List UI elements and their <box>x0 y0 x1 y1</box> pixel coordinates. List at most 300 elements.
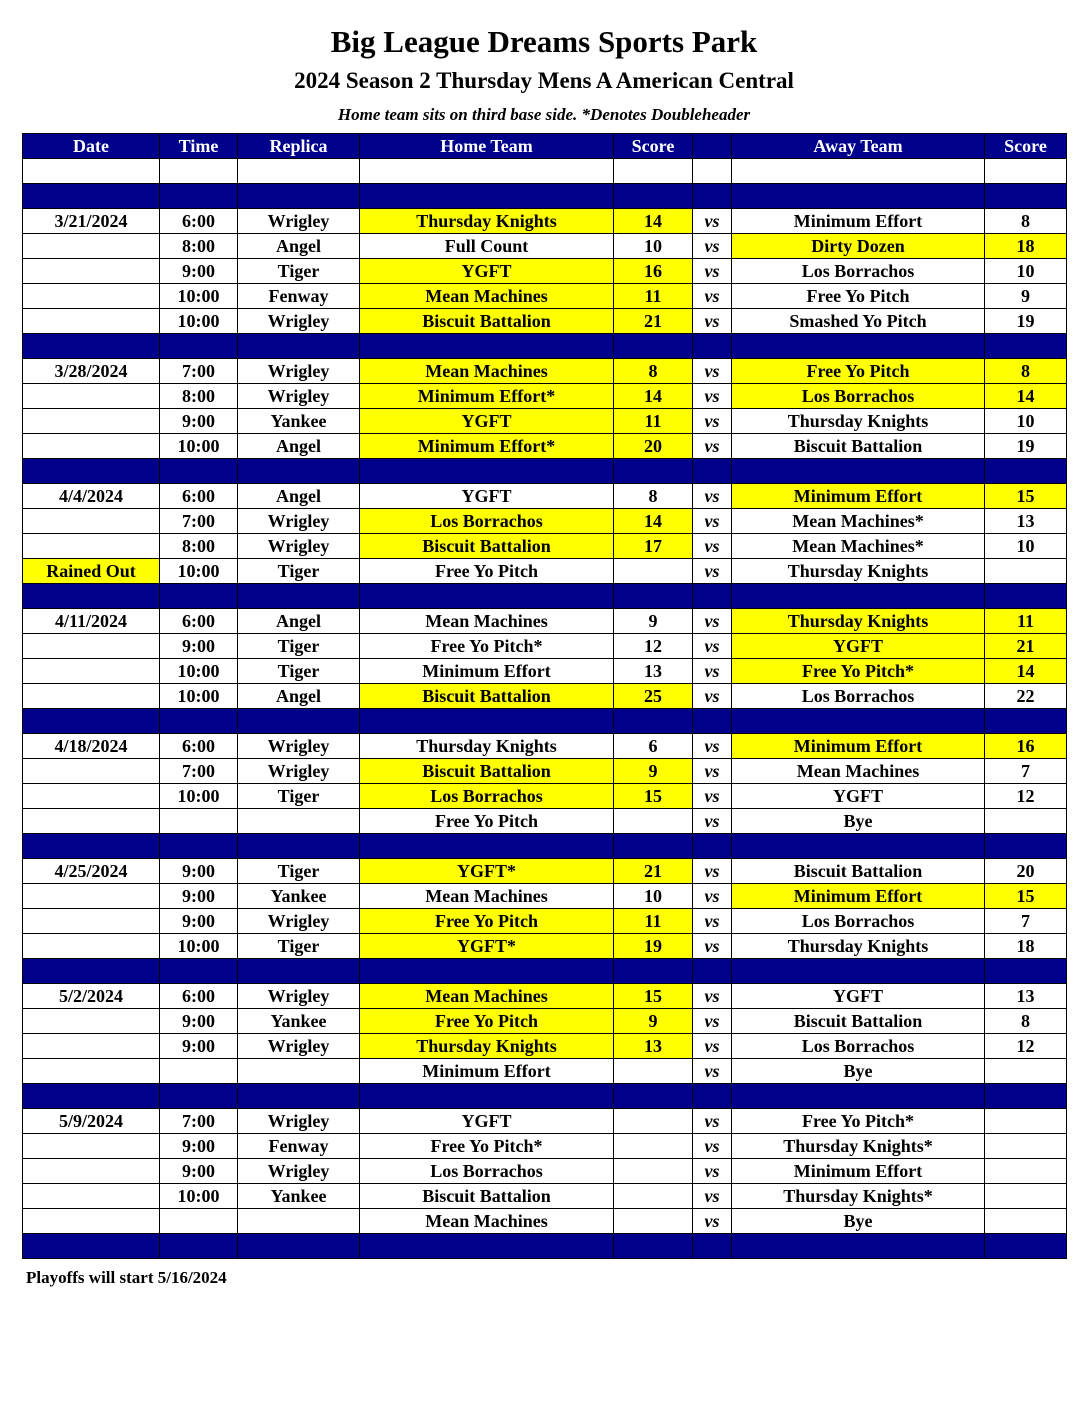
home-team-cell: Free Yo Pitch* <box>360 634 614 659</box>
vs-cell: vs <box>693 559 732 584</box>
date-cell <box>23 809 160 834</box>
home-team-cell: Free Yo Pitch <box>360 1009 614 1034</box>
home-score-cell: 8 <box>614 359 693 384</box>
empty-cell <box>23 159 160 184</box>
empty-cell <box>614 459 693 484</box>
date-cell <box>23 934 160 959</box>
game-row <box>23 809 1067 834</box>
empty-cell <box>693 159 732 184</box>
empty-cell <box>23 709 160 734</box>
header-vs <box>693 134 732 159</box>
empty-cell <box>732 1084 985 1109</box>
empty-cell <box>614 159 693 184</box>
date-cell <box>23 384 160 409</box>
replica-cell: Angel <box>238 234 360 259</box>
vs-cell: vs <box>693 1134 732 1159</box>
vs-cell: vs <box>693 609 732 634</box>
empty-cell <box>985 459 1067 484</box>
time-cell <box>160 1209 238 1234</box>
away-team-cell: Bye <box>732 1059 985 1084</box>
empty-cell <box>732 459 985 484</box>
home-score-cell: 11 <box>614 909 693 934</box>
replica-cell: Wrigley <box>238 309 360 334</box>
empty-cell <box>693 184 732 209</box>
away-score-cell: 11 <box>985 609 1067 634</box>
week-separator-row <box>23 184 1067 209</box>
home-team-cell: Thursday Knights <box>360 734 614 759</box>
empty-cell <box>614 709 693 734</box>
date-cell <box>23 234 160 259</box>
game-row <box>23 759 1067 784</box>
away-team-cell: Bye <box>732 1209 985 1234</box>
empty-cell <box>238 184 360 209</box>
empty-cell <box>160 709 238 734</box>
date-cell: 4/4/2024 <box>23 484 160 509</box>
home-team-cell: Biscuit Battalion <box>360 534 614 559</box>
away-score-cell: 13 <box>985 509 1067 534</box>
empty-cell <box>238 1084 360 1109</box>
home-team-cell: Los Borrachos <box>360 1159 614 1184</box>
empty-cell <box>23 834 160 859</box>
empty-cell <box>23 334 160 359</box>
vs-cell: vs <box>693 259 732 284</box>
replica-cell: Tiger <box>238 259 360 284</box>
time-cell: 9:00 <box>160 1009 238 1034</box>
home-team-cell: YGFT* <box>360 859 614 884</box>
empty-cell <box>732 584 985 609</box>
home-score-cell <box>614 809 693 834</box>
empty-cell <box>614 1084 693 1109</box>
empty-cell <box>238 959 360 984</box>
empty-cell <box>614 1234 693 1259</box>
away-team-cell: Minimum Effort <box>732 484 985 509</box>
away-team-cell: Thursday Knights* <box>732 1184 985 1209</box>
away-team-cell: YGFT <box>732 984 985 1009</box>
replica-cell: Wrigley <box>238 534 360 559</box>
vs-cell: vs <box>693 1009 732 1034</box>
away-score-cell: 19 <box>985 434 1067 459</box>
vs-cell: vs <box>693 434 732 459</box>
away-score-cell: 21 <box>985 634 1067 659</box>
vs-cell: vs <box>693 1034 732 1059</box>
away-score-cell <box>985 559 1067 584</box>
away-team-cell: Biscuit Battalion <box>732 1009 985 1034</box>
away-score-cell: 7 <box>985 759 1067 784</box>
game-row <box>23 1109 1067 1134</box>
vs-cell: vs <box>693 1109 732 1134</box>
time-cell: 6:00 <box>160 484 238 509</box>
away-team-cell: Thursday Knights* <box>732 1134 985 1159</box>
home-score-cell <box>614 1209 693 1234</box>
vs-cell: vs <box>693 1059 732 1084</box>
home-team-cell: Minimum Effort* <box>360 434 614 459</box>
header-away-score: Score <box>985 134 1067 159</box>
empty-cell <box>23 1234 160 1259</box>
home-score-cell: 21 <box>614 859 693 884</box>
empty-cell <box>160 584 238 609</box>
game-row <box>23 934 1067 959</box>
time-cell: 10:00 <box>160 784 238 809</box>
replica-cell: Wrigley <box>238 209 360 234</box>
game-row <box>23 1059 1067 1084</box>
home-team-cell: YGFT <box>360 409 614 434</box>
week-separator-row <box>23 584 1067 609</box>
home-team-cell: Free Yo Pitch <box>360 909 614 934</box>
time-cell: 9:00 <box>160 859 238 884</box>
empty-cell <box>23 184 160 209</box>
replica-cell: Tiger <box>238 934 360 959</box>
time-cell <box>160 809 238 834</box>
home-team-cell: Biscuit Battalion <box>360 759 614 784</box>
vs-cell: vs <box>693 359 732 384</box>
empty-cell <box>160 159 238 184</box>
home-score-cell <box>614 1059 693 1084</box>
away-score-cell: 14 <box>985 384 1067 409</box>
replica-cell: Angel <box>238 484 360 509</box>
time-cell: 10:00 <box>160 1184 238 1209</box>
away-score-cell: 18 <box>985 934 1067 959</box>
home-team-cell: Minimum Effort <box>360 659 614 684</box>
vs-cell: vs <box>693 1159 732 1184</box>
home-team-cell: Mean Machines <box>360 284 614 309</box>
vs-cell: vs <box>693 409 732 434</box>
away-score-cell: 19 <box>985 309 1067 334</box>
date-cell <box>23 1159 160 1184</box>
away-score-cell <box>985 1134 1067 1159</box>
game-row <box>23 1184 1067 1209</box>
week-separator-row <box>23 1234 1067 1259</box>
date-cell: 5/9/2024 <box>23 1109 160 1134</box>
replica-cell: Angel <box>238 609 360 634</box>
date-cell <box>23 534 160 559</box>
away-score-cell <box>985 1209 1067 1234</box>
home-team-cell: Los Borrachos <box>360 784 614 809</box>
game-row <box>23 784 1067 809</box>
vs-cell: vs <box>693 759 732 784</box>
empty-cell <box>732 834 985 859</box>
time-cell: 10:00 <box>160 934 238 959</box>
empty-cell <box>985 709 1067 734</box>
empty-cell <box>732 334 985 359</box>
away-team-cell: Biscuit Battalion <box>732 434 985 459</box>
away-score-cell: 8 <box>985 359 1067 384</box>
game-row <box>23 534 1067 559</box>
game-row <box>23 909 1067 934</box>
home-score-cell <box>614 1184 693 1209</box>
empty-cell <box>732 159 985 184</box>
date-cell <box>23 909 160 934</box>
away-team-cell: Los Borrachos <box>732 384 985 409</box>
empty-cell <box>614 834 693 859</box>
empty-cell <box>360 159 614 184</box>
away-score-cell: 8 <box>985 209 1067 234</box>
game-row <box>23 209 1067 234</box>
vs-cell: vs <box>693 734 732 759</box>
time-cell: 9:00 <box>160 634 238 659</box>
away-team-cell: Mean Machines* <box>732 534 985 559</box>
away-team-cell: Dirty Dozen <box>732 234 985 259</box>
empty-cell <box>360 709 614 734</box>
replica-cell: Angel <box>238 684 360 709</box>
away-team-cell: Smashed Yo Pitch <box>732 309 985 334</box>
home-score-cell: 25 <box>614 684 693 709</box>
home-score-cell: 10 <box>614 234 693 259</box>
home-score-cell: 9 <box>614 1009 693 1034</box>
away-team-cell: Free Yo Pitch* <box>732 1109 985 1134</box>
vs-cell: vs <box>693 234 732 259</box>
empty-cell <box>614 184 693 209</box>
date-cell <box>23 259 160 284</box>
home-team-cell: Mean Machines <box>360 984 614 1009</box>
date-cell <box>23 884 160 909</box>
replica-cell: Tiger <box>238 559 360 584</box>
date-cell <box>23 759 160 784</box>
game-row <box>23 1034 1067 1059</box>
time-cell: 8:00 <box>160 234 238 259</box>
date-cell <box>23 659 160 684</box>
replica-cell: Tiger <box>238 634 360 659</box>
away-team-cell: Free Yo Pitch <box>732 359 985 384</box>
replica-cell: Yankee <box>238 409 360 434</box>
header-date: Date <box>23 134 160 159</box>
header-time: Time <box>160 134 238 159</box>
replica-cell <box>238 809 360 834</box>
away-team-cell: Thursday Knights <box>732 409 985 434</box>
home-score-cell: 8 <box>614 484 693 509</box>
date-cell: 3/28/2024 <box>23 359 160 384</box>
home-team-cell: YGFT <box>360 259 614 284</box>
header-home-team: Home Team <box>360 134 614 159</box>
blank-row <box>23 159 1067 184</box>
game-row <box>23 259 1067 284</box>
time-cell: 10:00 <box>160 309 238 334</box>
empty-cell <box>160 334 238 359</box>
replica-cell: Wrigley <box>238 1109 360 1134</box>
home-team-cell: Biscuit Battalion <box>360 684 614 709</box>
vs-cell: vs <box>693 659 732 684</box>
away-team-cell: Los Borrachos <box>732 1034 985 1059</box>
week-separator-row <box>23 709 1067 734</box>
empty-cell <box>732 1234 985 1259</box>
away-team-cell: Mean Machines <box>732 759 985 784</box>
replica-cell: Tiger <box>238 859 360 884</box>
replica-cell: Wrigley <box>238 909 360 934</box>
away-team-cell: Minimum Effort <box>732 1159 985 1184</box>
vs-cell: vs <box>693 859 732 884</box>
empty-cell <box>985 1234 1067 1259</box>
home-score-cell: 14 <box>614 509 693 534</box>
home-score-cell: 14 <box>614 384 693 409</box>
date-cell <box>23 1009 160 1034</box>
away-score-cell: 12 <box>985 784 1067 809</box>
empty-cell <box>985 159 1067 184</box>
away-team-cell: Free Yo Pitch* <box>732 659 985 684</box>
time-cell: 7:00 <box>160 509 238 534</box>
away-score-cell: 20 <box>985 859 1067 884</box>
replica-cell: Yankee <box>238 1009 360 1034</box>
home-team-cell: Biscuit Battalion <box>360 309 614 334</box>
empty-cell <box>160 959 238 984</box>
game-row <box>23 1134 1067 1159</box>
home-team-cell: YGFT <box>360 484 614 509</box>
empty-cell <box>238 459 360 484</box>
replica-cell: Fenway <box>238 1134 360 1159</box>
time-cell: 9:00 <box>160 409 238 434</box>
empty-cell <box>160 834 238 859</box>
game-row <box>23 859 1067 884</box>
away-score-cell: 22 <box>985 684 1067 709</box>
vs-cell: vs <box>693 384 732 409</box>
empty-cell <box>238 834 360 859</box>
empty-cell <box>360 834 614 859</box>
time-cell: 9:00 <box>160 259 238 284</box>
game-row <box>23 984 1067 1009</box>
empty-cell <box>732 184 985 209</box>
empty-cell <box>238 584 360 609</box>
empty-cell <box>360 1234 614 1259</box>
replica-cell: Angel <box>238 434 360 459</box>
home-team-cell: Mean Machines <box>360 609 614 634</box>
date-cell <box>23 1059 160 1084</box>
empty-cell <box>985 584 1067 609</box>
home-team-cell: YGFT <box>360 1109 614 1134</box>
replica-cell: Wrigley <box>238 359 360 384</box>
empty-cell <box>614 959 693 984</box>
game-row <box>23 634 1067 659</box>
away-team-cell: Thursday Knights <box>732 934 985 959</box>
time-cell: 6:00 <box>160 209 238 234</box>
empty-cell <box>238 709 360 734</box>
away-score-cell: 15 <box>985 884 1067 909</box>
away-score-cell: 8 <box>985 1009 1067 1034</box>
time-cell: 8:00 <box>160 534 238 559</box>
empty-cell <box>160 1084 238 1109</box>
date-cell <box>23 509 160 534</box>
time-cell: 9:00 <box>160 1034 238 1059</box>
home-team-cell: Mean Machines <box>360 359 614 384</box>
game-row <box>23 1209 1067 1234</box>
away-score-cell <box>985 1059 1067 1084</box>
home-score-cell: 13 <box>614 1034 693 1059</box>
away-team-cell: Minimum Effort <box>732 734 985 759</box>
vs-cell: vs <box>693 984 732 1009</box>
time-cell <box>160 1059 238 1084</box>
date-cell <box>23 784 160 809</box>
date-cell <box>23 634 160 659</box>
schedule-table <box>22 133 1067 1259</box>
away-team-cell: YGFT <box>732 784 985 809</box>
date-cell: Rained Out <box>23 559 160 584</box>
date-cell: 5/2/2024 <box>23 984 160 1009</box>
time-cell: 9:00 <box>160 909 238 934</box>
replica-cell: Wrigley <box>238 509 360 534</box>
time-cell: 10:00 <box>160 684 238 709</box>
home-team-cell: Free Yo Pitch <box>360 809 614 834</box>
home-team-cell: Mean Machines <box>360 1209 614 1234</box>
home-score-cell: 16 <box>614 259 693 284</box>
vs-cell: vs <box>693 209 732 234</box>
game-row <box>23 734 1067 759</box>
replica-cell: Wrigley <box>238 759 360 784</box>
empty-cell <box>360 459 614 484</box>
date-cell <box>23 409 160 434</box>
replica-cell <box>238 1059 360 1084</box>
vs-cell: vs <box>693 534 732 559</box>
date-cell <box>23 1209 160 1234</box>
game-row <box>23 384 1067 409</box>
empty-cell <box>360 184 614 209</box>
empty-cell <box>985 959 1067 984</box>
time-cell: 6:00 <box>160 984 238 1009</box>
empty-cell <box>985 184 1067 209</box>
home-score-cell: 9 <box>614 609 693 634</box>
home-score-cell: 9 <box>614 759 693 784</box>
home-score-cell <box>614 1109 693 1134</box>
game-row <box>23 309 1067 334</box>
replica-cell: Wrigley <box>238 1159 360 1184</box>
time-cell: 9:00 <box>160 884 238 909</box>
away-team-cell: YGFT <box>732 634 985 659</box>
header-home-score: Score <box>614 134 693 159</box>
game-row <box>23 434 1067 459</box>
game-row <box>23 359 1067 384</box>
home-team-cell: Minimum Effort <box>360 1059 614 1084</box>
date-cell <box>23 1184 160 1209</box>
away-score-cell: 12 <box>985 1034 1067 1059</box>
replica-cell: Tiger <box>238 784 360 809</box>
empty-cell <box>160 459 238 484</box>
replica-cell: Fenway <box>238 284 360 309</box>
week-separator-row <box>23 834 1067 859</box>
away-team-cell: Thursday Knights <box>732 609 985 634</box>
home-team-cell: Minimum Effort* <box>360 384 614 409</box>
away-score-cell: 14 <box>985 659 1067 684</box>
game-row <box>23 684 1067 709</box>
date-cell <box>23 684 160 709</box>
empty-cell <box>238 159 360 184</box>
replica-cell: Wrigley <box>238 1034 360 1059</box>
game-row <box>23 1159 1067 1184</box>
home-score-cell: 10 <box>614 884 693 909</box>
time-cell: 10:00 <box>160 659 238 684</box>
away-team-cell: Minimum Effort <box>732 884 985 909</box>
empty-cell <box>238 334 360 359</box>
home-score-cell: 13 <box>614 659 693 684</box>
away-team-cell: Biscuit Battalion <box>732 859 985 884</box>
time-cell: 7:00 <box>160 759 238 784</box>
replica-cell: Wrigley <box>238 734 360 759</box>
vs-cell: vs <box>693 684 732 709</box>
date-cell: 4/18/2024 <box>23 734 160 759</box>
week-separator-row <box>23 459 1067 484</box>
home-score-cell <box>614 1159 693 1184</box>
replica-cell: Yankee <box>238 884 360 909</box>
date-cell <box>23 434 160 459</box>
home-score-cell: 19 <box>614 934 693 959</box>
home-score-cell: 14 <box>614 209 693 234</box>
time-cell: 10:00 <box>160 284 238 309</box>
game-row <box>23 284 1067 309</box>
empty-cell <box>693 834 732 859</box>
time-cell: 6:00 <box>160 609 238 634</box>
empty-cell <box>360 959 614 984</box>
away-score-cell <box>985 1184 1067 1209</box>
empty-cell <box>614 584 693 609</box>
date-cell <box>23 1134 160 1159</box>
empty-cell <box>238 1234 360 1259</box>
home-team-cell: Mean Machines <box>360 884 614 909</box>
game-row <box>23 659 1067 684</box>
